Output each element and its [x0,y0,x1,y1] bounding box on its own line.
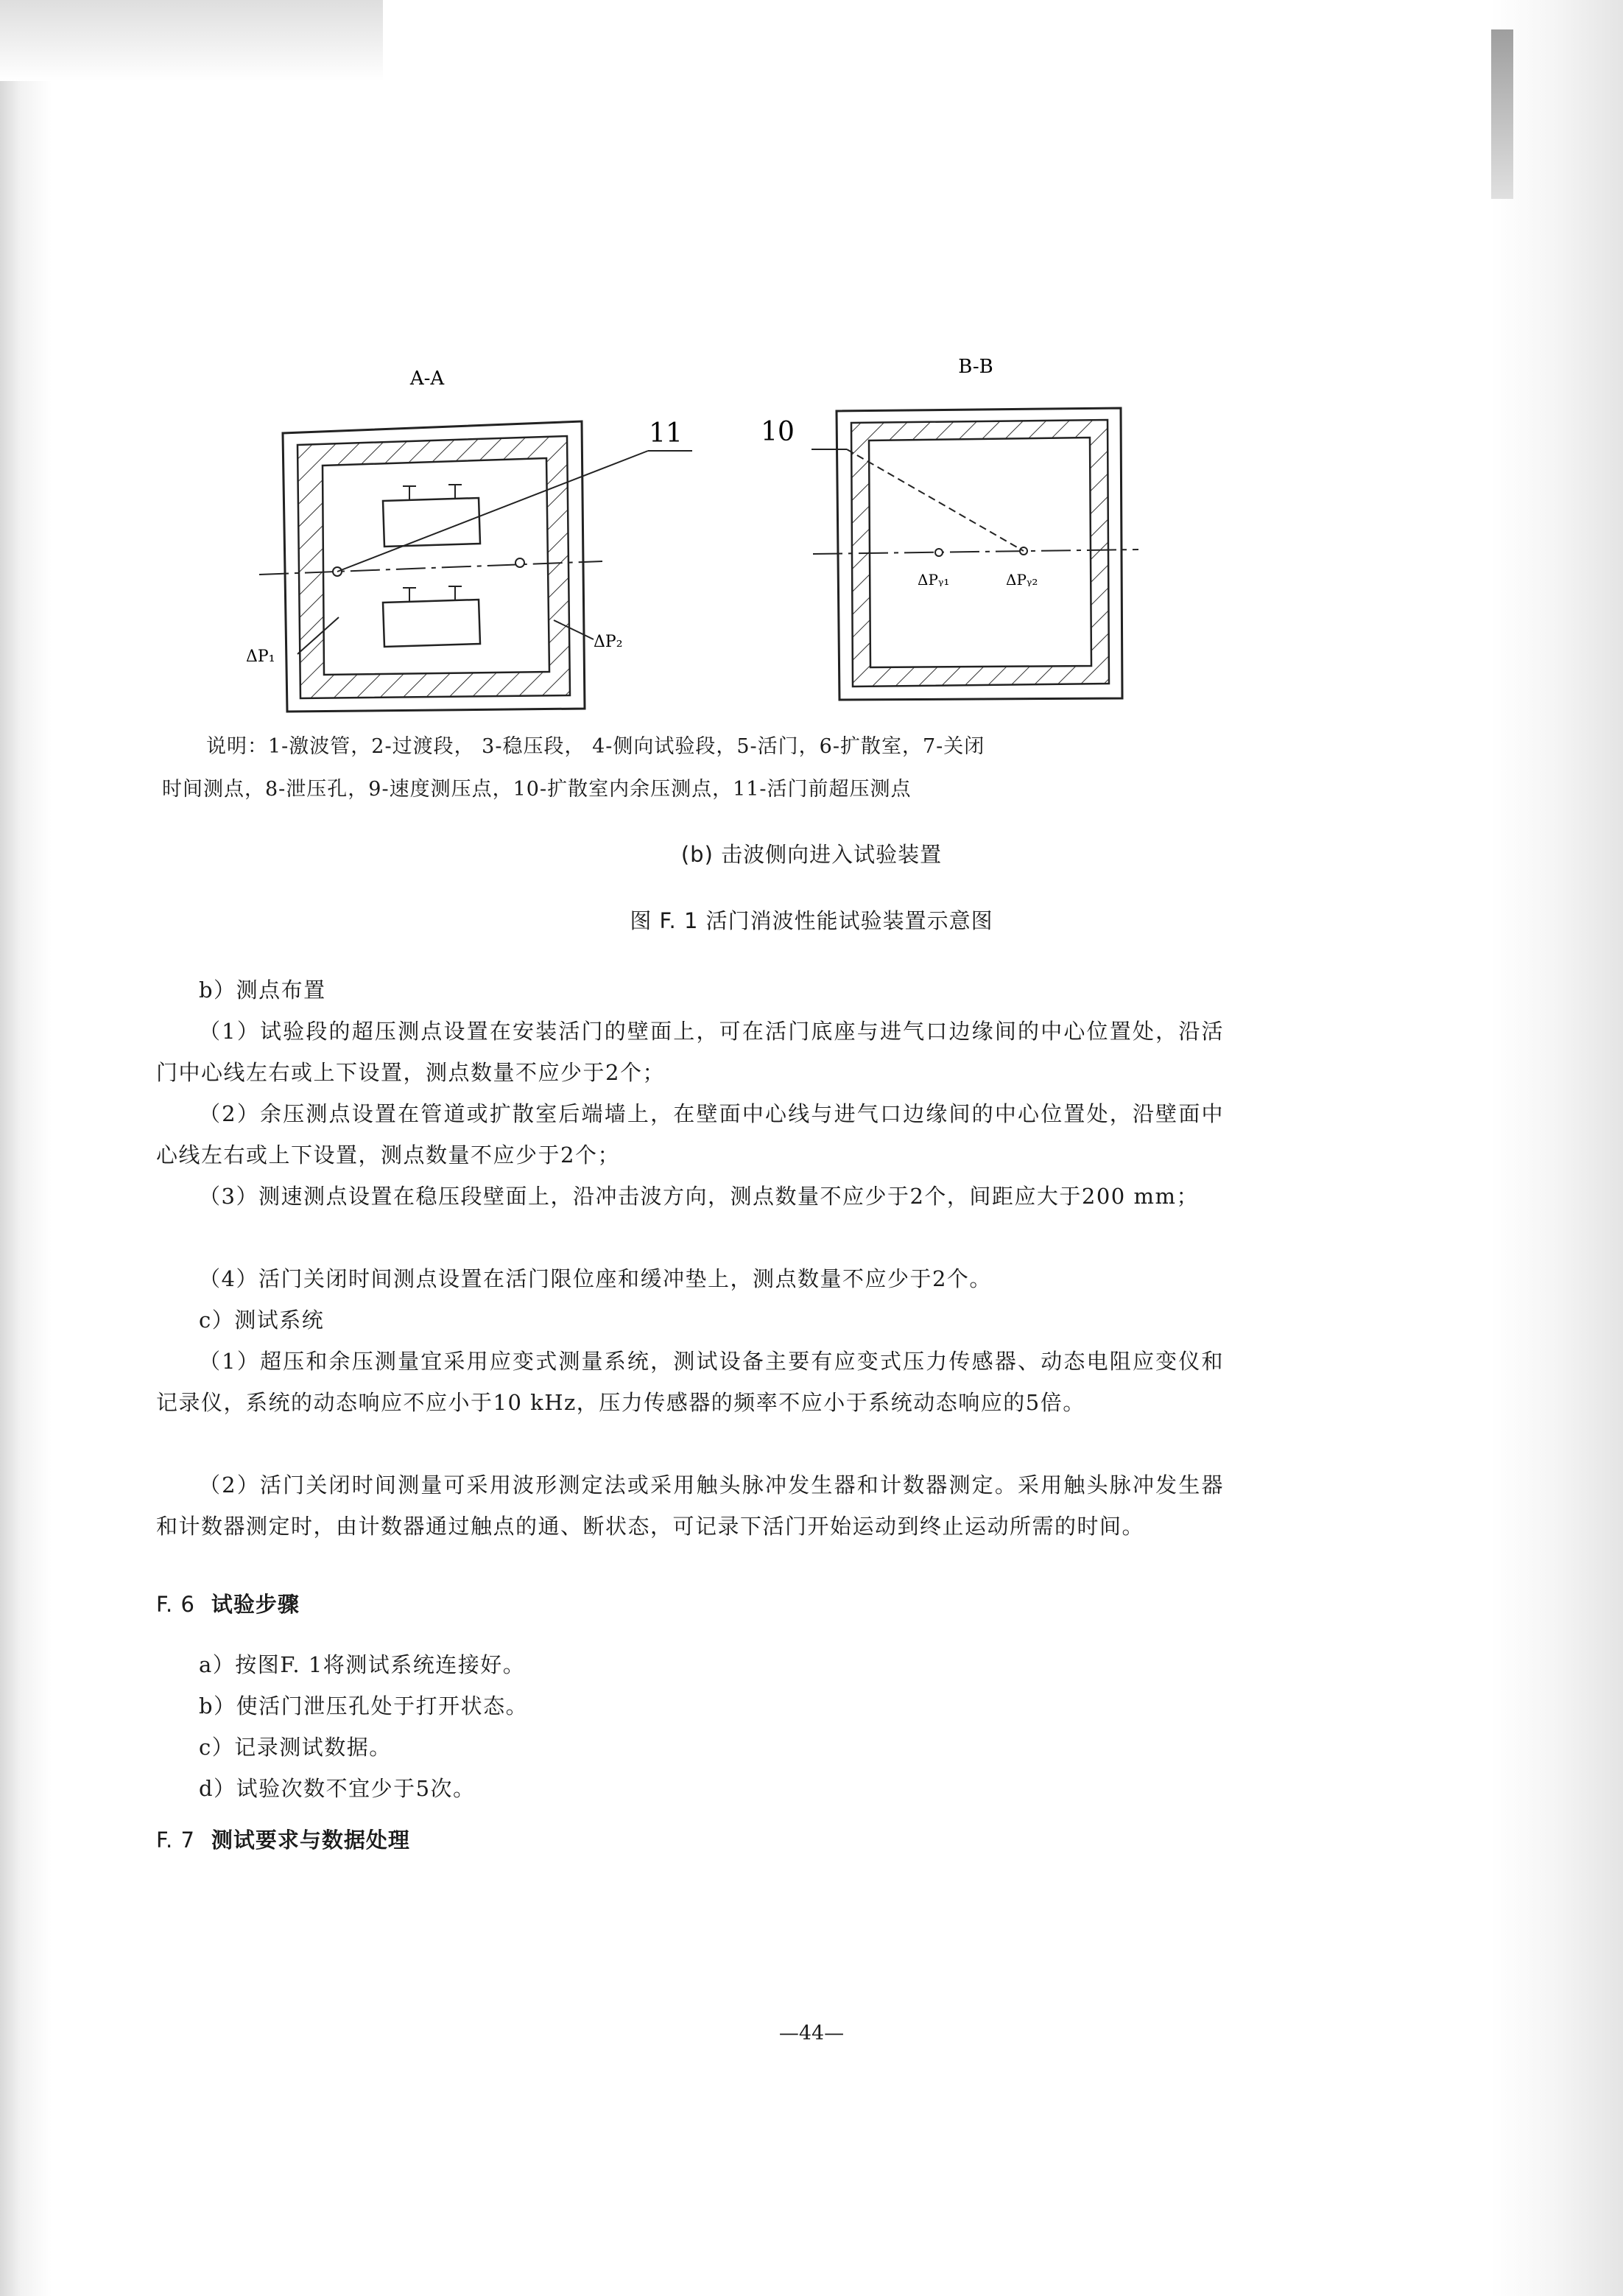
figure-title: 图 F. 1 活门消波性能试验装置示意图 [630,908,993,933]
callout-11: 11 [649,418,683,449]
section-f6-title: 试验步骤 [211,1592,300,1617]
page-number: —44— [778,2022,845,2045]
c-title: c）测试系统 [199,1307,325,1333]
b-title: b）测点布置 [199,977,326,1003]
paragraph-b1: （1）试验段的超压测点设置在安装活门的壁面上，可在活门底座与进气口边缘间的中心位置处，沿活门中心线左右或上下设置，测点数量不应少于2个； [156,1019,1224,1085]
paragraph-b4: （4）活门关闭时间测点设置在活门限位座和缓冲垫上，测点数量不应少于2个。 [199,1266,992,1291]
step-item: d）试验次数不宜少于5次。 [199,1776,476,1801]
section-f7-number: F. 7 [156,1828,195,1853]
callout-10: 10 [761,417,795,447]
step-item: a）按图F. 1将测试系统连接好。 [199,1652,526,1677]
figure-legend [162,726,1230,811]
section-bb-label: B-B [958,356,993,378]
label-delta-p1: ΔP₁ [246,647,275,666]
section-aa-label: A-A [409,368,445,390]
test-device-figure [0,0,1623,737]
legend-line-1: 说明：1-激波管，2-过渡段， 3-稳压段， 4-侧向试验段，5-活门，6-扩散室，7-关闭 [206,735,985,758]
paragraph-c2: （2）活门关闭时间测量可采用波形测定法或采用触头脉冲发生器和计数器测定。采用触头脉冲发生器和计数器测定时，由计数器通过触点的通、断状态，可记录下活门开始运动到终止运动所需的时间。 [156,1472,1224,1539]
label-delta-py2: ΔPᵧ₂ [1006,571,1038,589]
sub-caption: (b) 击波侧向进入试验装置 [680,842,943,867]
section-aa-drawing [259,421,692,712]
section-bb-drawing [812,408,1138,700]
section-f7-title: 测试要求与数据处理 [211,1828,410,1853]
label-delta-p2: ΔP₂ [594,633,623,651]
f6-steps-list [199,1644,528,1809]
section-f6-heading [156,1588,300,1618]
paragraph-c1: （1）超压和余压测量宜采用应变式测量系统，测试设备主要有应变式压力传感器、动态电阻应变仪和记录仪，系统的动态响应不应小于10 kHz，压力传感器的频率不应小于系统动态响应的5倍。 [156,1349,1224,1415]
paragraph-b3: （3）测速测点设置在稳压段壁面上，沿冲击波方向，测点数量不应少于2个，间距应大于200 mm； [199,1184,1199,1209]
section-f7-heading [156,1824,410,1854]
section-f6-number: F. 6 [156,1592,195,1617]
legend-line-2: 时间测点，8-泄压孔，9-速度测压点，10-扩散室内余压测点，11-活门前超压测点 [162,778,912,801]
label-delta-py1: ΔPᵧ₁ [918,571,950,589]
step-item: b）使活门泄压孔处于打开状态。 [199,1693,529,1719]
paragraph-b2: （2）余压测点设置在管道或扩散室后端墙上，在壁面中心线与进气口边缘间的中心位置处，沿壁面中心线左右或上下设置，测点数量不应少于2个； [156,1101,1224,1168]
step-item: c）记录测试数据。 [199,1735,392,1760]
